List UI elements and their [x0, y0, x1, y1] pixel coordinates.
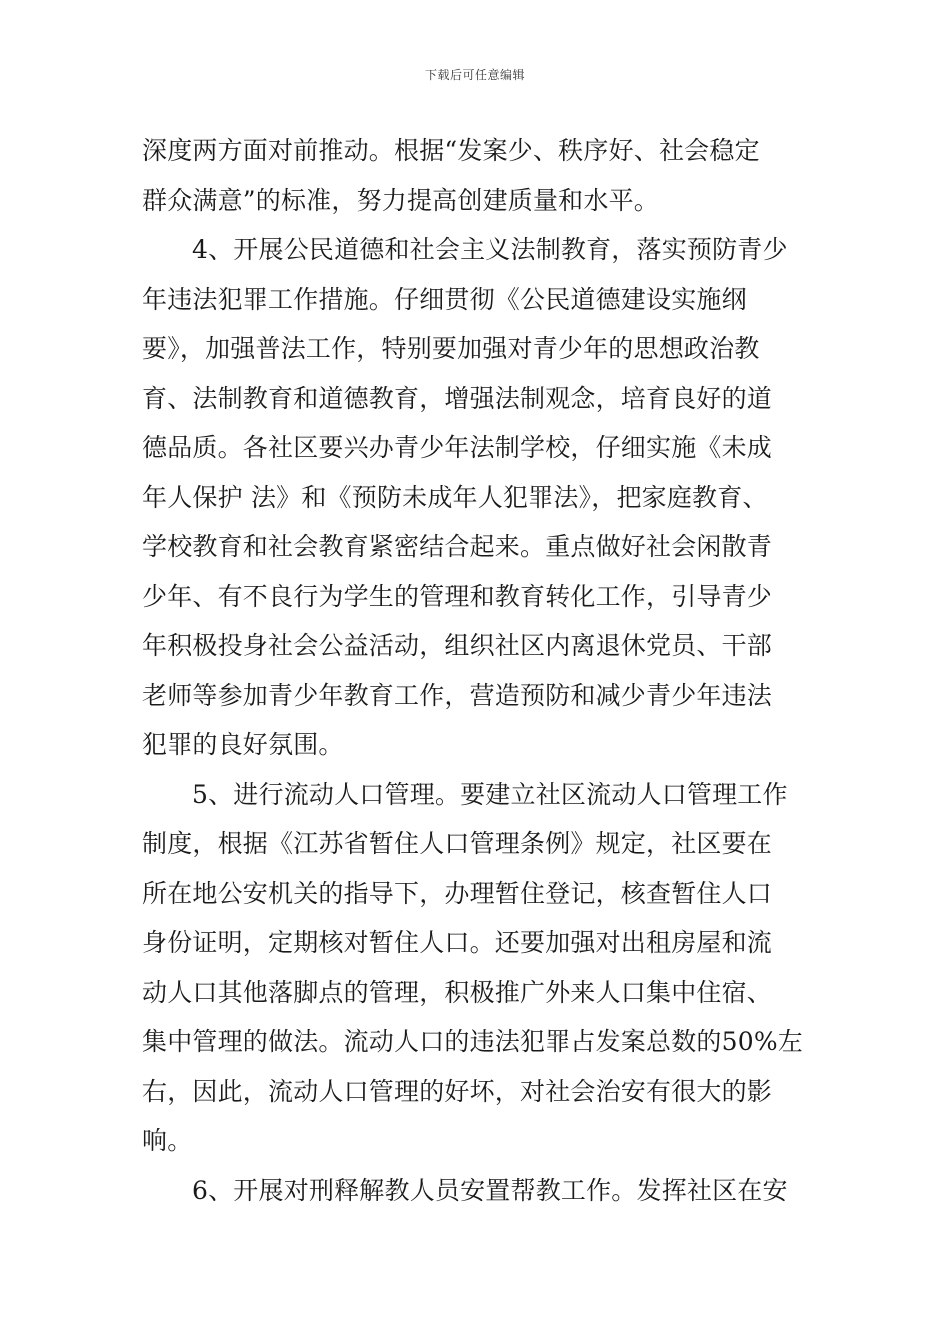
document-body [142, 126, 808, 1215]
text-line: 所在地公安机关的指导下，办理暂住登记，核查暂住人口 [142, 878, 773, 908]
text-line: 少年、有不良行为学生的管理和教育转化工作，引导青少 [142, 581, 773, 611]
text-line: 4、开展公民道德和社会主义法制教育，落实预防青少 [192, 235, 788, 264]
text-line: 制度，根据《江苏省暂住人口管理条例》规定，社区要在 [142, 829, 773, 858]
text-line: 育、法制教育和道德教育，增强法制观念，培育良好的道 [142, 383, 773, 413]
paragraph [142, 770, 808, 1166]
text-line: 集中管理的做法。流动人口的违法犯罪占发案总数的50%左 [142, 1027, 803, 1056]
text-line: 年积极投身社会公益活动，组织社区内离退休党员、干部 [142, 631, 773, 660]
text-line: 5、进行流动人口管理。要建立社区流动人口管理工作 [192, 779, 788, 809]
text-line: 深度两方面对前推动。根据“发案少、秩序好、社会稳定 [142, 136, 760, 165]
text-line: 身份证明，定期核对暂住人口。还要加强对出租房屋和流 [142, 928, 773, 957]
text-line: 群众满意”的标准，努力提高创建质量和水平。 [142, 185, 659, 215]
text-line: 右，因此，流动人口管理的好坏，对社会治安有很大的影 [142, 1076, 773, 1106]
text-line: 6、开展对刑释解教人员安置帮教工作。发挥社区在安 [192, 1175, 788, 1205]
paragraph [142, 126, 808, 225]
text-line: 学校教育和社会教育紧密结合起来。重点做好社会闲散青 [142, 532, 773, 561]
text-line: 响。 [142, 1126, 193, 1155]
text-line: 年人保护 法》和《预防未成年人犯罪法》，把家庭教育、 [142, 482, 768, 512]
paragraph [142, 225, 808, 770]
text-line: 动人口其他落脚点的管理，积极推广外来人口集中住宿、 [142, 977, 773, 1007]
text-line: 老师等参加青少年教育工作，营造预防和减少青少年违法 [142, 680, 773, 710]
text-line: 德品质。各社区要兴办青少年法制学校，仔细实施《未成 [142, 433, 773, 462]
text-line: 年违法犯罪工作措施。仔细贯彻《公民道德建设实施纲 [142, 284, 747, 314]
text-line: 犯罪的良好氛围。 [142, 730, 344, 759]
page-header-note: 下载后可任意编辑 [424, 68, 525, 82]
text-line: 要》，加强普法工作，特别要加强对青少年的思想政治教 [142, 334, 760, 363]
paragraph [142, 1166, 808, 1216]
